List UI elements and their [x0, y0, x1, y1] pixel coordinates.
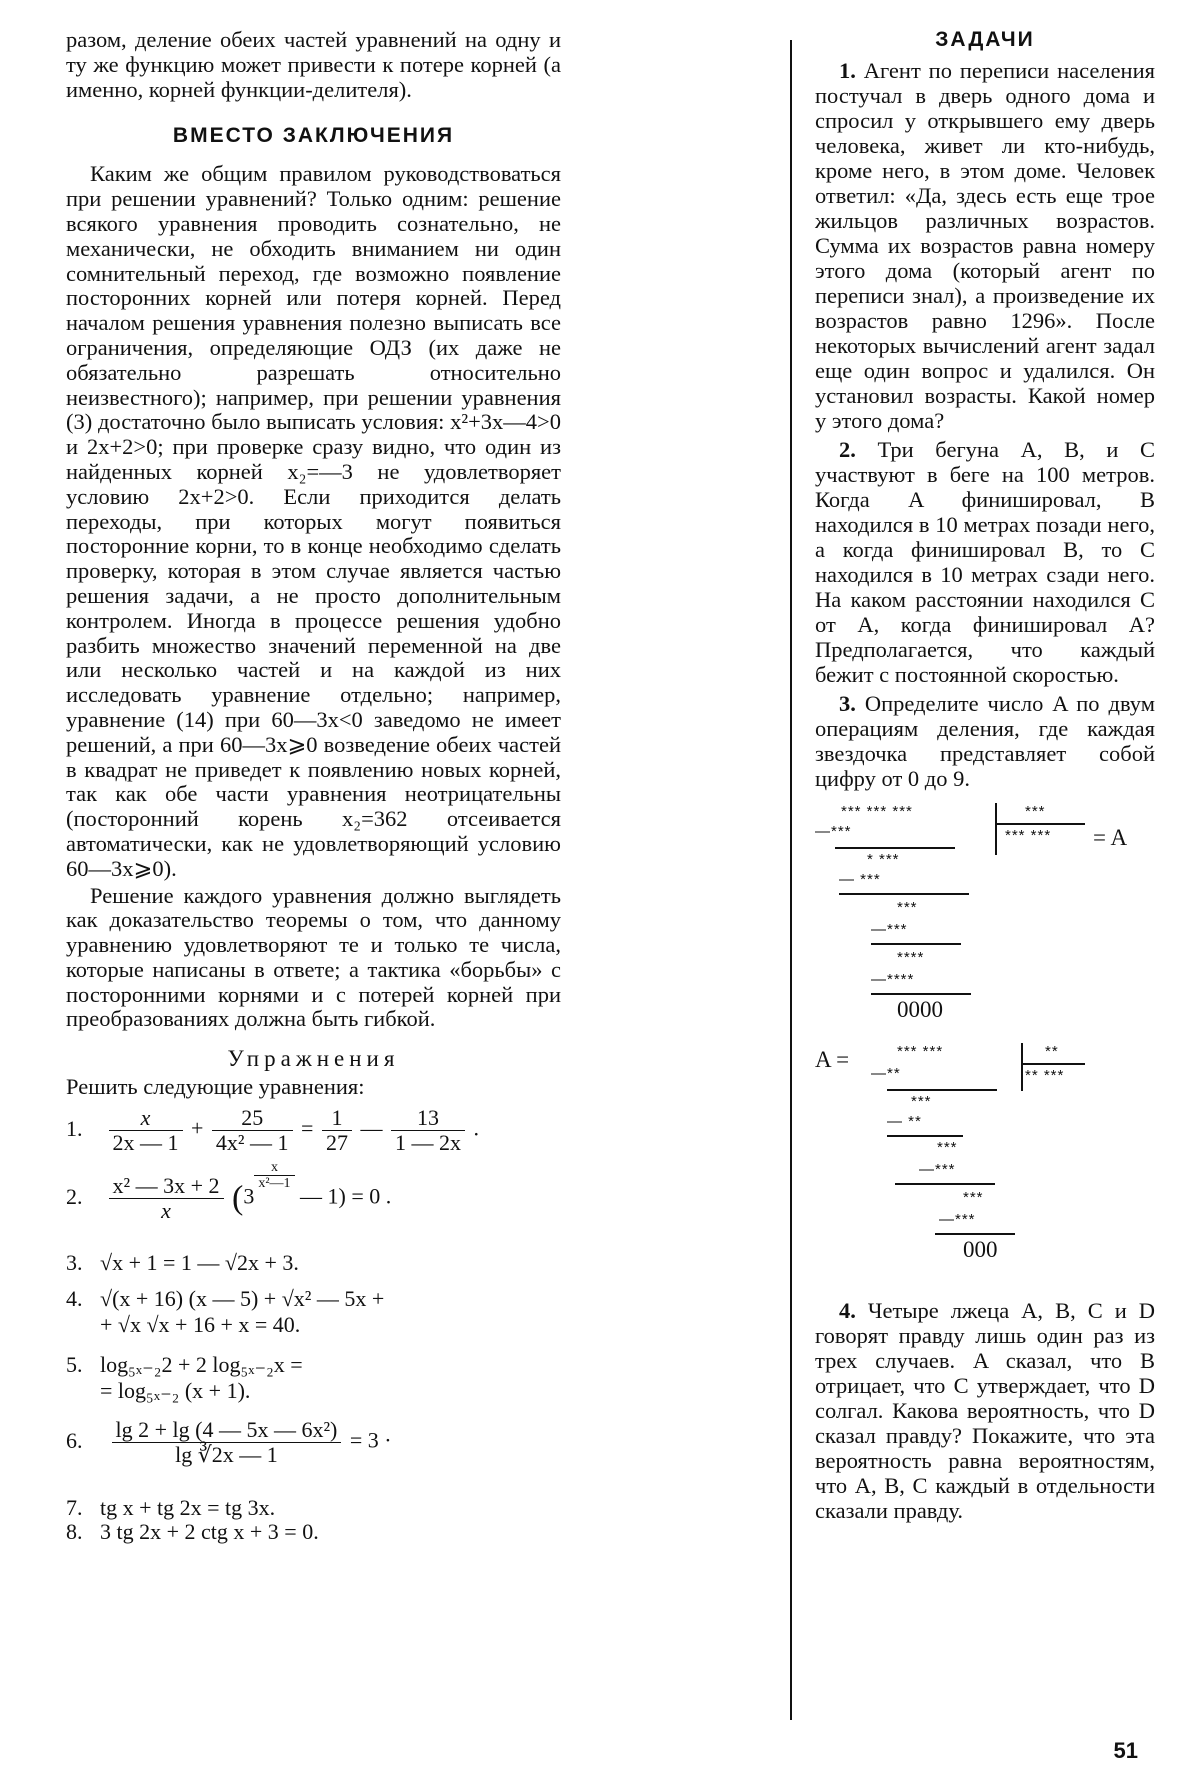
opening-paragraph: разом, деление обеих частей уравнений на одну и ту же функцию может привести к потере корней (а именно, корней функции-делителя). — [66, 27, 561, 102]
left-column — [66, 28, 561, 1544]
long-division-1: *** *** *** —*** *** *** *** = A * *** — *** *** —*** **** —**** 0000 — [815, 803, 1128, 1022]
column-divider — [790, 40, 792, 1720]
right-column — [815, 28, 1155, 1523]
equation-2: 2. $\frac{\text{x² — 3x + 2}}{x}$ (3 $^{\frac{x}{\text{x²—1}}}$ — 1) = 0 . — [66, 1160, 392, 1224]
equation-6: 6. $\frac{\text{lg 2 + lg (4 — 5x — 6x²)}}{\lg ∛2x — 1}$ = 3 · — [66, 1417, 392, 1468]
conclusion-paragraph-2: Решение каждого уравнения должно выглядеть как доказательство теоремы о том, что данному уравнению удовлетворяют те и только те числа, которые написаны в ответе; а тактика «борьбы» с посторонними корнями и с потерей корней при преобразованиях должна быть гибкой. — [66, 882, 561, 1032]
problem-1: 1. Агент по переписи населения постучал в дверь одного дома и спросил у открывшего ему дверь человека, живет ли кто-нибудь, кроме него, в этом доме. Человек ответил: «Да, здесь есть еще трое жильцов различных возрастов. Сумма их возрастов равна номеру этого дома (который агент по переписи знал), а произведение их возрастов равно 1296». После некоторых вычислений агент задал еще один вопрос и удалился. Он установил возрасты. Какой номер у этого дома? — [815, 58, 1155, 433]
equation-3: 3. √x + 1 = 1 — √2x + 3. — [66, 1250, 299, 1276]
equation-5: 5. log₅ₓ₋₂2 + 2 log₅ₓ₋₂x = = log₅ₓ₋₂ (x + 1). — [66, 1352, 303, 1404]
problem-2: 2. Три бегуна A, B, и C участвуют в беге на 100 метров. Когда A финишировал, B находился в 10 метрах позади него, а когда финишировал B, то C находился в 10 метрах сзади него. На каком расстоянии находился C от A, когда финишировал A? Предполагается, что каждый бежит с постоянной скоростью. — [815, 437, 1155, 687]
problems-title: ЗАДАЧИ — [935, 28, 1035, 51]
section-title: ВМЕСТО ЗАКЛЮЧЕНИЯ — [172, 124, 455, 148]
problem-3: 3. Определите число A по двум операциям деления, где каждая звездочка представляет собой цифру от 0 до 9. — [815, 691, 1155, 791]
problem-4: 4. Четыре лжеца A, B, C и D говорят правду лишь один раз из трех случаев. A сказал, что B отрицает, что C утверждает, что D солгал. Какова вероятность, что D сказал правду? Покажите, что эта вероятность равна вероятностям, что A, B, C каждый в отдельности сказали правду. — [815, 1298, 1156, 1523]
equation-7: 7. tg x + tg 2x = tg 3x. — [66, 1495, 276, 1521]
page-number: 51 — [1113, 1738, 1138, 1763]
equation-8: 8. 3 tg 2x + 2 ctg x + 3 = 0. — [66, 1519, 319, 1545]
equation-4: 4. √(x + 16) (x — 5) + √x² — 5x + + √x √x + 16 + x = 40. — [66, 1286, 385, 1338]
exercises-title: Упражнения — [227, 1046, 400, 1072]
equation-1: 1. $\frac{x}{2x — 1}$ + $\frac{25}{\text{4x² — 1}}$ = $\frac{1}{27}$ — $\frac{13}{1 — 2x}$ . — [66, 1105, 479, 1156]
long-division-2: A = *** *** —** ** ** *** *** — ** *** —*** *** —*** 000 — [815, 1043, 1155, 1298]
exercises-intro: Решить следующие уравнения: — [66, 1074, 365, 1100]
conclusion-paragraph-1: Каким же общим правилом руководствоваться при решении уравнений? Только одним: решение всякого уравнения проводить сознательно, не механически, не обходить вниманием ни один сомнительный переход, где возможно появление посторонних корней или потеря корней. Перед началом решения уравнения полезно выписать все ограничения, определяющие ОДЗ (их даже не обязательно разрешать относительно неизвестного); например, при решении уравнения (3) достаточно было выписать условия: x²+3x—4>0 и 2x+2>0; при проверке сразу видно, что один из найденных корней x₂=—3 не удовлетворяет условию 2x+2>0. Если приходится делать переходы, при которых могут появиться посторонние корни, то в конце необходимо сделать проверку, которая в этом случае является частью решения задачи, а не просто дополнительным контролем. Иногда в процессе решения удобно разбить множество значений переменной на две или несколько частей и на каждой из них исследовать уравнение отдельно; например, уравнение (14) при 60—3x<0 заведомо не имеет решений, а при 60—3x⩾0 возведение обеих частей в квадрат не приведет к появлению новых корней, так как обе части уравнения неотрицательны (посторонний корень x₂=362 отсеивается автоматически, как не удовлетворяющий условию 60—3x⩾0). — [66, 161, 561, 881]
